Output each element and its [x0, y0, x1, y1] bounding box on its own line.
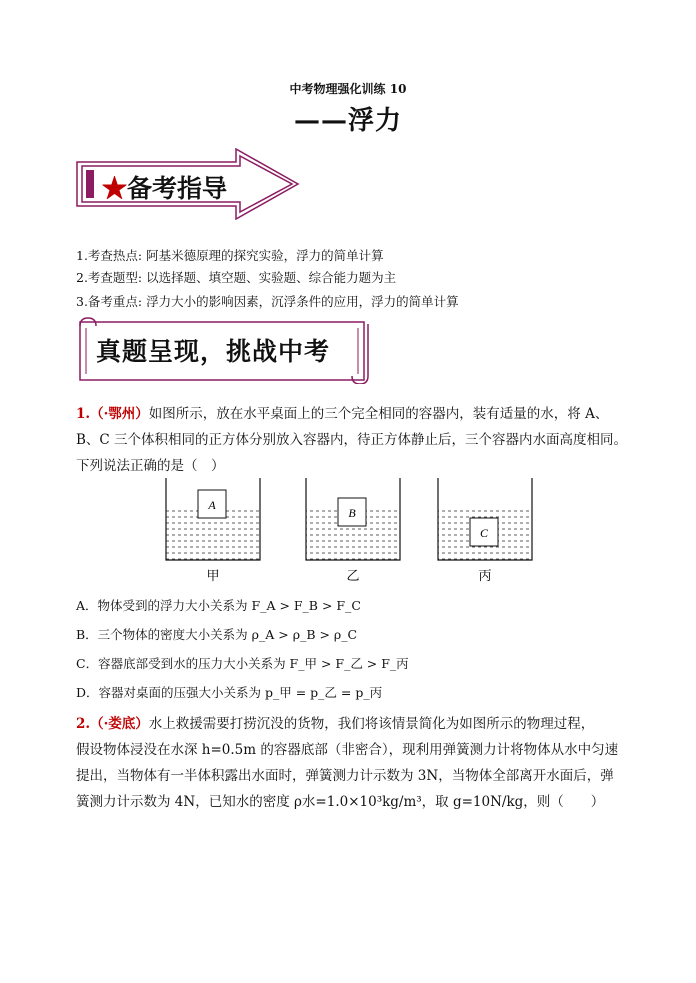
q1-source: （·鄂州） [90, 406, 149, 422]
guide-item-2: 2.考查题型: 以选择题、填空题、实验题、综合能力题为主 [76, 270, 397, 285]
option-c-text: C．容器底部受到水的压力大小关系为 [76, 656, 290, 671]
document-title: ——浮力 [293, 106, 402, 136]
q2-line-1 [76, 712, 636, 737]
container-jia [166, 478, 260, 560]
q1-line-2: B、C 三个体积相同的正方体分别放入容器内，待正方体静止后，三个容器内水面高度相同。 [76, 432, 628, 448]
option-d-text: D．容器对桌面的压强大小关系为 [76, 685, 265, 700]
q1-figure [160, 478, 540, 588]
star-icon: ★ [102, 174, 128, 203]
option-a-expr: F_A > F_B > F_C [251, 598, 361, 613]
document-subtitle: 中考物理强化训练 10 [289, 82, 407, 96]
containers-figure [160, 478, 540, 588]
q1-text-1: 如图所示，放在水平桌面上的三个完全相同的容器内，装有适量的水，将 A、 [148, 406, 609, 422]
q1-option-d[interactable] [76, 683, 382, 701]
option-b-text: B．三个物体的密度大小关系为 [76, 627, 252, 642]
guide-item-3: 3.备考重点: 浮力大小的影响因素，沉浮条件的应用，浮力的简单计算 [76, 294, 459, 309]
label-bing: 丙 [478, 569, 492, 584]
label-jia: 甲 [206, 569, 220, 584]
guide-item-1: 1.考查热点: 阿基米德原理的探究实验，浮力的简单计算 [76, 248, 384, 263]
q2-line-4: 簧测力计示数为 4N，已知水的密度 ρ水=1.0×10³kg/m³，取 g=10N/kg，则（ ） [76, 794, 605, 810]
block-b-label: B [348, 506, 356, 520]
container-yi [306, 478, 400, 560]
container-bing [438, 478, 532, 560]
option-d-expr: p_甲 = p_乙 = p_丙 [265, 685, 383, 700]
q1-option-b[interactable] [76, 625, 357, 643]
q1-number: 1. [76, 406, 91, 422]
label-yi: 乙 [346, 569, 360, 584]
guide-banner-label [102, 169, 227, 205]
guide-banner [76, 148, 300, 220]
option-b-expr: ρ_A > ρ_B > ρ_C [251, 627, 358, 642]
block-c-label: C [479, 526, 489, 540]
q2-line-3: 提出，当物体有一半体积露出水面时，弹簧测力计示数为 3N，当物体全部离开水面后，弹 [76, 768, 614, 784]
q1-option-c[interactable] [76, 654, 409, 672]
exam-banner [76, 316, 372, 384]
q2-number: 2. [76, 716, 91, 732]
block-a-label: A [208, 498, 216, 512]
q1-line-1 [76, 402, 636, 427]
q1-option-a[interactable] [76, 596, 361, 614]
q2-source: （·娄底） [90, 716, 149, 732]
q2-text-1: 水上救援需要打捞沉没的货物，我们将该情景简化为如图所示的物理过程， [148, 716, 595, 732]
q1-line-3: 下列说法正确的是（ ） [76, 458, 225, 474]
q2-line-2: 假设物体浸没在水深 h=0.5m 的容器底部（非密合），现利用弹簧测力计将物体从水中匀速 [76, 742, 619, 758]
option-a-text: A．物体受到的浮力大小关系为 [76, 598, 252, 613]
option-c-expr: F_甲 > F_乙 > F_丙 [289, 656, 409, 671]
exam-banner-text: 真题呈现，挑战中考 [96, 337, 331, 366]
guide-banner-text: 备考指导 [127, 174, 228, 203]
